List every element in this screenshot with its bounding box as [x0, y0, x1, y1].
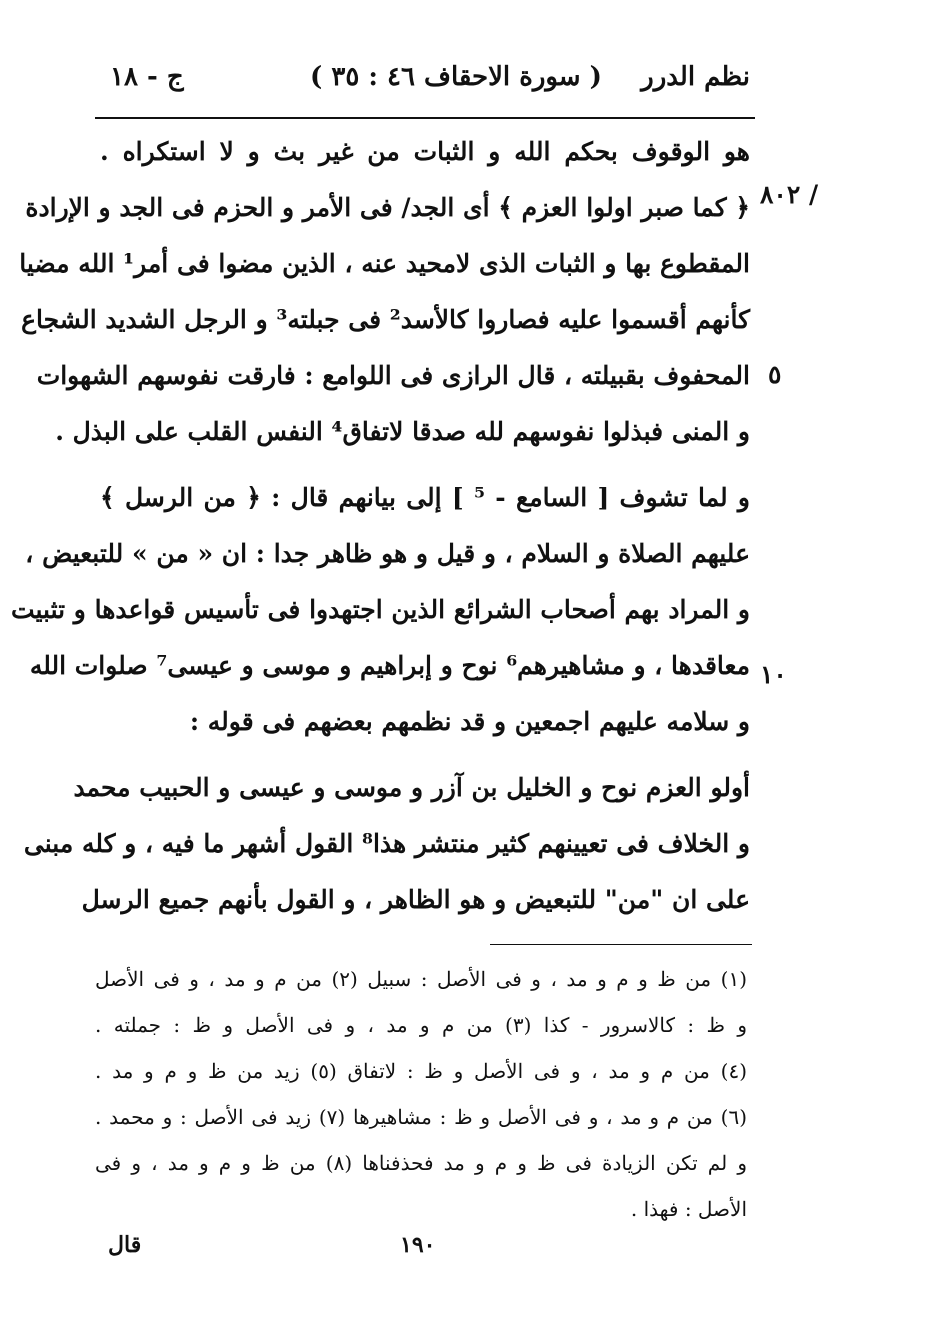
text-line: معاقدها ، و مشاهيرهم⁶ نوح و إبراهيم و موسى و عيسى⁷ صلوات الله: [29, 651, 750, 680]
footnote-line: (٤) من م و مد ، و فى الأصل و ظ : لاتفاق (٥) زيد من ظ و م و مد .: [95, 1059, 747, 1083]
text-line: و سلامه عليهم اجمعين و قد نظمهم بعضهم فى قوله :: [189, 707, 750, 736]
footnote-rule: [490, 944, 752, 945]
footnote-line: (١) من ظ و م و مد ، و فى الأصل : سبيل (٢) من م و مد ، و فى الأصل: [95, 967, 747, 991]
footnotes: [95, 956, 747, 1232]
text-line: هو الوقوف بحكم الله و الثبات من غير بث و لا استكراه .: [100, 137, 750, 166]
text-line: و المنى فبذلوا نفوسهم لله صدقا لاتفاق⁴ النفس القلب على البذل .: [55, 417, 750, 446]
main-text: [10, 124, 751, 928]
text-line: المقطوع بها و الثبات الذى لامحيد عنه ، الذين مضوا فى أمر¹ الله مضيا: [19, 249, 750, 278]
book-title: نظم الدرر: [641, 62, 750, 92]
text-line: و المراد بهم أصحاب الشرائع الذين اجتهدوا فى تأسيس قواعدها و تثبيت: [10, 595, 750, 624]
surah-reference: ( سورة الاحقاف ٤٦ : ٣٥ ): [310, 62, 602, 92]
page-number: ١٩٠: [400, 1232, 436, 1258]
page-header: [100, 62, 750, 106]
text-line: و لما تشوف [ السامع - ⁵ ] إلى بيانهم قال : ﴿ من الرسل ﴾: [100, 483, 751, 512]
footnote-line: و ظ : كالاسرور - كذا (٣) من م و مد ، و فى الأصل و ظ : جملته .: [95, 1013, 747, 1037]
footnote-line: الأصل : فهذا .: [630, 1197, 747, 1221]
text-line: على ان "من" للتبعيض و هو الظاهر ، و القول بأنهم جميع الرسل: [81, 885, 750, 914]
margin-reference: ٨٠٢ /: [760, 180, 819, 209]
footnote-line: (٦) من م و مد ، و فى الأصل و ظ : مشاهيرها (٧) زيد فى الأصل : و محمد .: [95, 1105, 747, 1129]
text-line: المحفوف بقبيلته ، قال الرازى فى اللوامع : فارقت نفوسهم الشهوات: [36, 361, 750, 390]
text-line: ﴿ كما صبر اولوا العزم ﴾ أى الجد/ فى الأمر و الحزم فى الجد و الإرادة: [25, 193, 750, 222]
footnote-line: و لم تكن الزيادة فى ظ و م و مد فحذفناها (٨) من ظ و م و مد ، و فى: [95, 1151, 747, 1175]
line-number-10: ١٠: [760, 660, 787, 689]
catchword: قال: [108, 1232, 142, 1258]
poetry-line: أولو العزم نوح و الخليل بن آزر و موسى و عيسى و الحبيب محمد: [73, 773, 750, 802]
text-line: و الخلاف فى تعيينهم كثير منتشر هذا⁸ القول أشهر ما فيه ، و كله مبنى: [23, 829, 750, 858]
line-number-5: ٥: [768, 360, 782, 389]
text-line: عليهم الصلاة و السلام ، و قيل و هو ظاهر جدا : ان « من » للتبعيض ،: [25, 539, 750, 568]
header-rule: [95, 117, 755, 119]
page-footer: [100, 1232, 750, 1272]
text-line: كأنهم أقسموا عليه فصاروا كالأسد² فى جبلته³ و الرجل الشديد الشجاع: [21, 305, 750, 334]
volume-label: ج - ١٨: [110, 62, 184, 92]
